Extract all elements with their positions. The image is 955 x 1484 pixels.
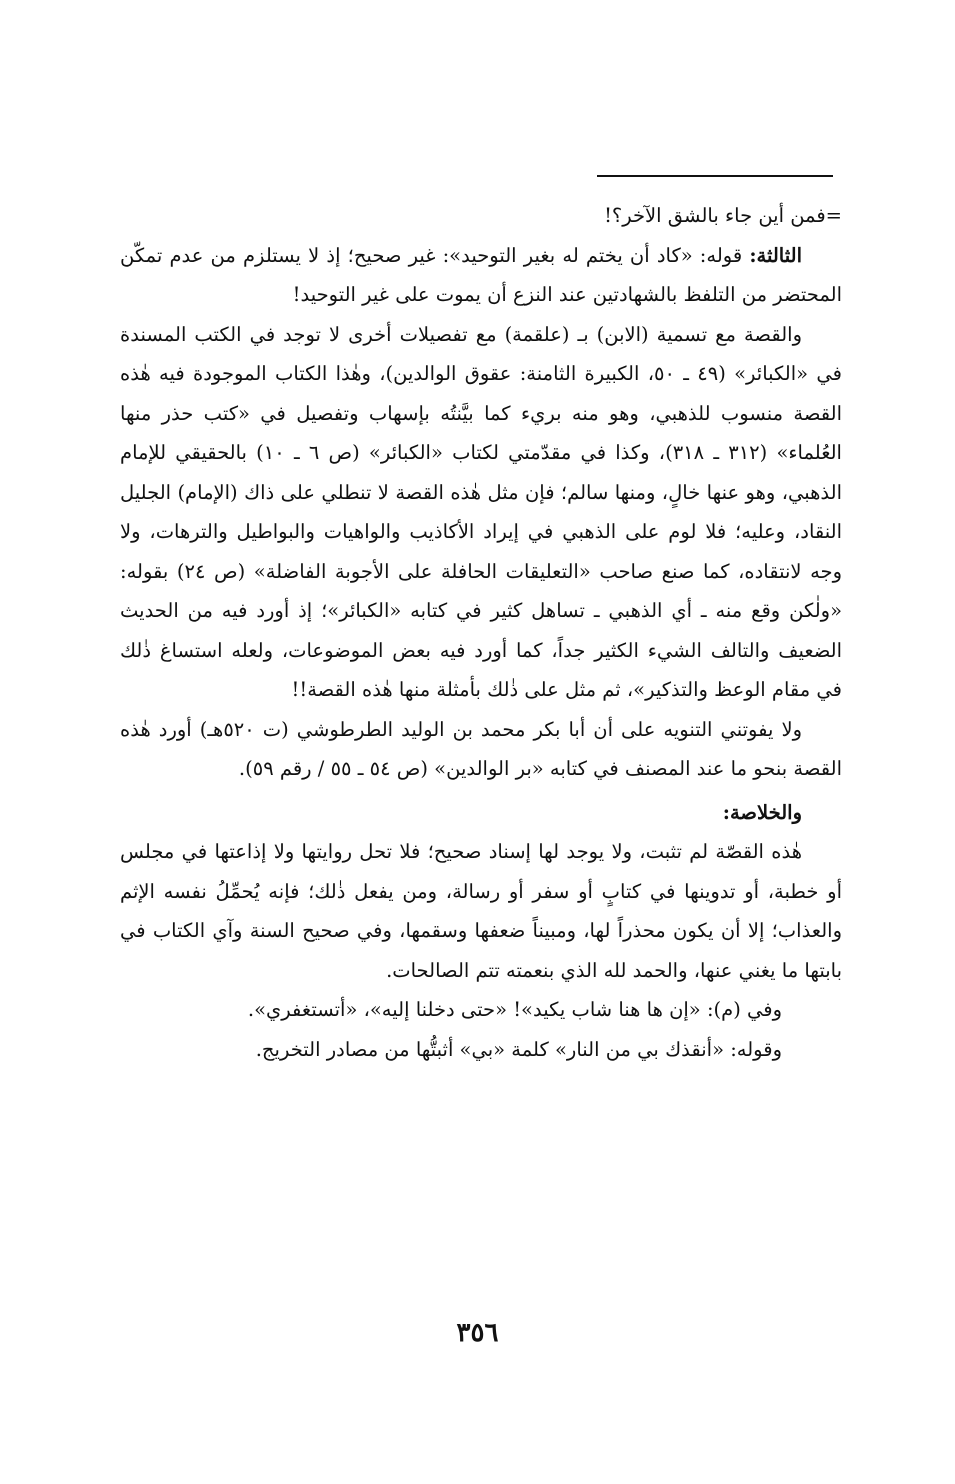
- third-point-text: قوله: «كاد أن يختم له بغير التوحيد»: غير صحيح؛ إذ لا يستلزم من عدم تمكّن المحتضر من التلفظ بالشهادتين عند النزع أن يموت على غير التوحيد!: [120, 243, 842, 306]
- variant-note-m: وفي (م): «إن ها هنا شاب يكيد»! «حتى دخلنا إليه»، «أتستغفري».: [247, 998, 782, 1021]
- summary-heading: والخلاصة:: [722, 800, 802, 824]
- third-point-paragraph: [120, 236, 842, 315]
- summary-paragraph: هٰذه القصّة لم تثبت، ولا يوجد لها إسناد صحيح؛ فلا تحل روايتها ولا إذاعتها في مجلس أو خطبة، أو تدوينها في كتابٍ أو سفر أو رسالة، ومن يفعل ذٰلك؛ فإنه يُحمِّلُ نفسه الإثم والعذاب؛ إلا أن يكون محذراً لها، ومبيناً ضعفها وسقمها، وفي صحيح السنة وآي الكتاب في بابتها ما يغني عنها، والحمد لله الذي بنعمته تتم الصالحات.: [120, 840, 842, 982]
- footnote-separator-rule: [597, 175, 833, 177]
- footnote-text-block: [120, 196, 842, 1069]
- page-number: ٣٥٦: [456, 1318, 499, 1348]
- variant-note-qawl: وقوله: «أنقذك بي من النار» كلمة «بي» أثبتُّها من مصادر التخريج.: [255, 1037, 782, 1061]
- third-point-label: الثالثة:: [749, 243, 802, 267]
- continuation-line: =فمن أين جاء بالشق الآخر؟!: [604, 204, 842, 227]
- story-paragraph: والقصة مع تسمية (الابن) بـ (علقمة) مع تفصيلات أخرى لا توجد في الكتب المسندة في «الكبائر» (٤٩ ـ ٥٠، الكبيرة الثامنة: عقوق الوالدين)، وهٰذا الكتاب الموجودة فيه هٰذه القصة منسوب للذهبي، وهو منه بريء كما بيَّنتُه بإسهاب وتفصيل في «كتب حذر منها العُلماء» (٣١٢ ـ ٣١٨)، وكذا في مقدّمتي لكتاب «الكبائر» (ص ٦ ـ ١٠) بالحقيقي للإمام الذهبي، وهو عنها خالٍ، ومنها سالم؛ فإن مثل هٰذه القصة لا تنطلي على ذاك (الإمام) الجليل النقاد، وعليه؛ فلا لوم على الذهبي في إيراد الأكاذيب والواهيات والبواطيل والترهات، ولا وجه لانتقاده، كما صنع صاحب «التعليقات الحافلة على الأجوبة الفاضلة» (ص ٢٤) بقوله: «ولٰكن وقع منه ـ أي الذهبي ـ تساهل كثير في كتابه «الكبائر»؛ إذ أورد فيه من الحديث الضعيف والتالف الشيء الكثير جداً، كما أورد فيه بعض الموضوعات، ولعله استساغ ذٰلك في مقام الوعظ والتذكير»، ثم مثل على ذٰلك بأمثلة منها هٰذه القصة!!: [120, 322, 842, 701]
- tartushi-paragraph: ولا يفوتني التنويه على أن أبا بكر محمد بن الوليد الطرطوشي (ت ٥٢٠هـ) أورد هٰذه القصة بنحو ما عند المصنف في كتابه «بر الوالدين» (ص ٥٤ ـ ٥٥ / رقم ٥٩).: [120, 717, 842, 780]
